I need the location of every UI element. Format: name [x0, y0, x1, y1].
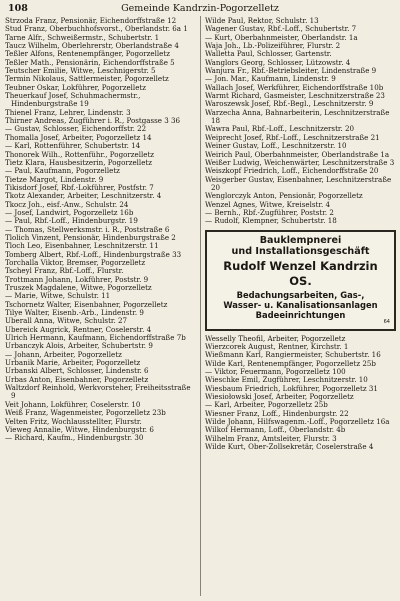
running-title: Gemeinde Kandrzin-Pogorzelletz: [121, 3, 279, 14]
directory-entry: Velten Fritz, Wochlausstellter, Flurstr.: [5, 416, 142, 426]
directory-entry: Weißer Ludwig, Weichenwärter, Leschnitzerstraße 3: [205, 157, 395, 167]
ad-line-2: und Installationsgeschäft: [231, 245, 370, 257]
page-header: [8, 3, 392, 15]
directory-entry: Wiesner Franz, Loff., Hindenburgstr. 22: [205, 408, 349, 418]
directory-entry: — Gustav, Schlosser, Eichendorffstr. 22: [5, 124, 147, 134]
ad-line-1: Bauklempnerei: [259, 234, 342, 246]
directory-entry: Warmt Richard, Gasmeister, Leschnitzerstraße 23: [205, 91, 385, 101]
directory-entry: — Johann, Arbeiter, Pogorzelletz: [5, 349, 122, 359]
directory-entry: Tlolich Vinzent, Pensionär, Hindenburgstraße 2: [5, 232, 176, 242]
directory-entry: Wenzel Agnes, Witwe, Kreiselstr. 4: [205, 199, 330, 209]
directory-entry: Taucz Wilhelm, Oberlehrerstr, Oberlandstraße 4: [5, 41, 179, 51]
directory-entry: Teßler Math., Pensionärin, Eichendorffstraße 5: [5, 57, 175, 67]
directory-entry: Waja Joh., Lb.-Polizeiführer, Flurstr. 2: [205, 41, 341, 51]
directory-entry: Wilhelm Franz, Amtsleiter, Flurstr. 3: [205, 433, 337, 443]
directory-entry: Wilde Kurt, Ober-Zollsekretär, Coselerstraße 4: [205, 442, 374, 452]
directory-entry: Wilkof Hermann, Loff., Oberlandstr. 4b: [205, 425, 346, 435]
directory-entry: Strzoda Franz, Pensionär, Eichendorffstraße 12: [5, 16, 177, 25]
directory-entry: Tkocz Joh., eisf.-Anw., Schulstr. 24: [5, 199, 129, 209]
directory-entry: — Paul, Kaufmann, Pogorzelletz: [5, 166, 120, 176]
directory-entry: Stud Franz, Oberbuchhofsvorst., Oberlandstr. 6a 1: [5, 24, 188, 34]
directory-entry: Urbanski Albert, Schlosser, Lindenstr. 6: [5, 366, 149, 376]
directory-entry: Waltzdorf Reinhold, Werkvorsteher, Freiheitsstraße 9: [5, 383, 191, 401]
directory-entry: Tilye Walter, Eisenb.-Arb., Lindenstr. 9: [5, 308, 144, 318]
directory-entry: Tikisdorf Josef, Rbf.-Lokführer, Postfstr. 7: [5, 182, 154, 192]
directory-entry: Teßler Alfons, Rentenempfänger, Pogorzelletz: [5, 49, 170, 59]
directory-entry: Wallach Josef, Werkführer, Eichendorffstraße 10b: [205, 82, 384, 92]
directory-entry: Weisgerber Gustav, Eisenbahner, Leschnitzerstraße 20: [205, 174, 392, 192]
directory-entry: — Karl, Rottenführer, Schubertstr. 14: [5, 141, 141, 151]
directory-entry: Wierzcorek August, Rentner, Kirchstr. 1: [205, 341, 349, 351]
directory-entry: — Bernh., Rbf.-Zugführer, Poststr. 2: [205, 207, 334, 217]
left-column: [5, 17, 195, 443]
ad-company-name: Rudolf Wenzel Kandrzin OS.: [223, 258, 378, 288]
directory-entry: Vieweg Annalie, Witwe, Hindenburgstr. 6: [5, 424, 154, 434]
directory-entry: Weiszkopf Friedrich, Loff., Eichendorffstraße 20: [205, 166, 379, 176]
directory-entry: Weiner Gustav, Loff., Leschnitzerstr. 10: [205, 141, 347, 151]
directory-entry: Uberall Anna, Witwe, Schulstr. 27: [5, 316, 128, 326]
directory-entry: — Richard, Kaufm., Hindenburgstr. 30: [5, 433, 144, 443]
directory-entry: — Kurt, Oberbahnmeister, Oberlandstr. 1a: [205, 32, 358, 42]
directory-entry: Truszek Magdalene, Witwe, Pogorzelletz: [5, 283, 152, 292]
directory-entry: Thienel Franz, Lehrer, Lindenstr. 3: [5, 107, 131, 117]
ad-line-6: Badeeinrichtungen: [255, 309, 346, 320]
directory-entry: Wanjura Fr., Rbf.-Betriebsleiter, Lindenstraße 9: [205, 66, 377, 76]
directory-entry: Tschornetz Walter, Eisenbahner, Pogorzelletz: [5, 299, 168, 309]
advertisement-box: [205, 230, 396, 331]
directory-entry: Torchalla Viktor, Bremser, Pogorzelletz: [5, 257, 146, 267]
directory-entry: Wieschke Emil, Zugführer, Leschnitzerstr. 10: [205, 375, 368, 385]
directory-entry: — Thomas, Stellwerksmstr. i. R., Poststraße 6: [5, 224, 170, 234]
directory-entry: Ubereick Augrick, Rentner, Coselerstr. 4: [5, 324, 152, 334]
directory-entry: Tscheyl Franz, Rbf.-Loff., Flurstr.: [5, 266, 124, 276]
directory-entry: Trottmann Johann, Lokführer, Poststr. 9: [5, 274, 149, 284]
directory-entry: Thirner Andreas, Zugführer i. R., Postgasse 3 36: [5, 116, 181, 126]
directory-entry: Wawra Paul, Rbf.-Loff., Leschnitzerstr. 20: [205, 124, 355, 134]
directory-entry: Tarne Alfr., Schweißermstr., Schubertstr. 1: [5, 32, 160, 42]
directory-entry: Tietze Margot, Lindenstr. 9: [5, 174, 104, 184]
directory-entry: Wilde Karl, Rentenempfänger, Pogorzelletz 25b: [205, 358, 376, 368]
directory-entry: Urbas Anton, Eisenbahner, Pogorzelletz: [5, 374, 149, 384]
directory-entry: Thomalla Josef, Arbeiter, Pogorzelletz 14: [5, 132, 152, 142]
directory-entry: — Viktor, Feuermann, Pogorzelletz 100: [205, 366, 346, 376]
directory-entry: Wanglors Georg, Schlosser, Lützowstr. 4: [205, 57, 351, 67]
directory-entry: — Paul, Rbf.-Loff., Hindenburgstr. 19: [5, 216, 138, 226]
directory-entry: Wiesbaum Friedrich, Lokführer, Pogorzelletz 31: [205, 383, 378, 393]
directory-entry: Wesselly Theofil, Arbeiter, Pogorzelletz: [205, 333, 346, 343]
directory-entry: Teutscher Emilie, Witwe, Leschnigerstr. 5: [5, 66, 156, 76]
directory-entry: Weirich Paul, Oberbahnmeister, Oberlandstraße 1a: [205, 149, 390, 159]
directory-entry: Urbanczyk Alois, Arbeiter, Schubertstr. 9: [5, 341, 153, 351]
directory-entry: — Josef, Landwirt, Pogorzelletz 16b: [5, 207, 134, 217]
directory-entry: Wießmann Karl, Rangiermeister, Schubertstr. 16: [205, 350, 381, 360]
directory-entry: Wilde Johann, Hilfswagenm.-Loff., Pogorzelletz 16a: [205, 417, 390, 427]
directory-entry: Weiß Franz, Wagenmeister, Pogorzelletz 23b: [5, 408, 166, 418]
directory-entry: Wilde Paul, Rektor, Schulstr. 13: [205, 16, 319, 25]
directory-entry: Theuerkauf Josef, Schuhmachermstr., Hindenburgstraße 19: [5, 91, 141, 109]
directory-entry: — Jon. Mar., Kaufmann, Lindenstr. 9: [205, 74, 336, 84]
directory-entry: — Karl, Arbeiter, Pogorzelletz 25b: [205, 400, 328, 410]
directory-entry: Walletta Paul, Schlosser, Gartenstr.: [205, 49, 332, 59]
directory-entry: Tomberg Albert, Rbf.-Loff., Hindenburgstraße 33: [5, 249, 182, 259]
directory-entry: Wenglorczyk Anton, Pensionär, Pogorzelletz: [205, 191, 363, 201]
directory-entry: Tloch Leo, Eisenbahner, Leschnitzerstr. 11: [5, 241, 159, 251]
directory-entry: Ulrich Hermann, Kaufmann, Eichendorffstraße 7b: [5, 333, 186, 343]
directory-entry: Tkotz Alexander, Arbeiter, Leschnitzerstr. 4: [5, 191, 162, 201]
ad-phone-number: 64: [383, 318, 390, 325]
directory-entry: Tietz Klara, Hausbesitzerin, Pogorzelletz: [5, 157, 152, 167]
directory-entry: Termin Nikolaus, Sattlermeister, Pogorzelletz: [5, 74, 169, 84]
right-column-top-entries: [205, 17, 398, 226]
directory-entry: Warzecha Anna, Bahnarbeiterin, Leschnitzerstraße 18: [205, 107, 390, 126]
ad-line-4: Bedachungsarbeiten, Gas-,: [236, 289, 365, 300]
column-divider: [200, 16, 201, 596]
directory-entry: Thonorek Wilh., Rottenführ., Pogorzelletz: [5, 149, 155, 159]
directory-entry: Waroszewsk Josef, Rbf.-Begl., Leschnitzerstr. 9: [205, 99, 374, 109]
directory-entry: — Marie, Witwe, Schulstr. 11: [5, 291, 111, 301]
right-column: [205, 17, 398, 451]
directory-entry: Wiesiołowski Josef, Arbeiter, Pogorzelletz: [205, 392, 354, 401]
ad-line-5: Wasser- u. Kanalisationsanlagen: [223, 299, 378, 310]
directory-entry: Veit Johann, Lokführer, Coselerstr. 10: [5, 399, 141, 409]
directory-entry: — Rudolf, Klempner, Schubertstr. 18: [205, 216, 337, 226]
directory-entry: Wagener Gustav, Rbf.-Loff., Schubertstr. 7: [205, 24, 357, 34]
page-number: 108: [8, 3, 28, 14]
directory-entry: Urbanik Marie, Arbeiter, Pogorzelletz: [5, 358, 141, 368]
right-column-bottom-entries: [205, 335, 398, 452]
directory-entry: Weiprecht Josef, Rbf.-Loff., Leschnitzerstraße 21: [205, 132, 380, 142]
directory-entry: Teubner Oskar, Lokführer, Pogorzelletz: [5, 82, 146, 92]
